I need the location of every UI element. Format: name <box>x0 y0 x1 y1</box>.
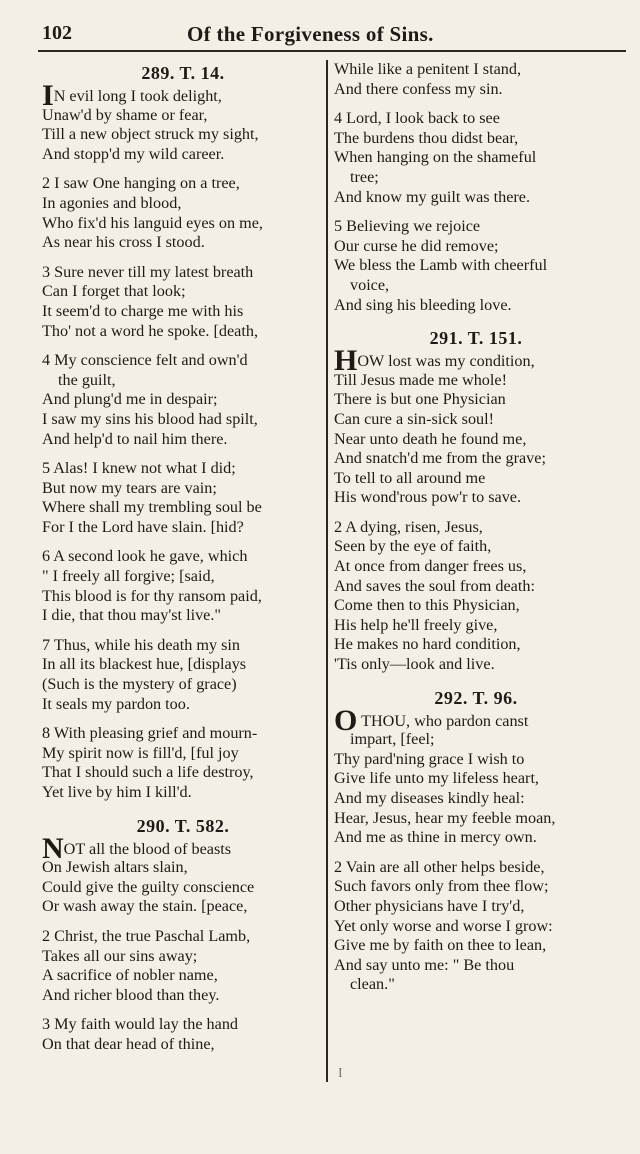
verse-line: 5 Alas! I knew not what I did; <box>42 459 236 478</box>
hymn-heading: 291. T. 151. <box>429 328 523 349</box>
hymn <box>42 813 324 1055</box>
verse-line: 8 With pleasing grief and mourn- <box>42 724 258 743</box>
verse-line: 3 My faith would lay the hand <box>42 1015 239 1034</box>
verse-line: And snatch'd me from the grave; <box>334 449 546 468</box>
stanza <box>334 518 618 675</box>
verse-line: Such favors only from thee flow; <box>334 877 549 896</box>
left-column <box>42 60 324 1065</box>
verse-line: Near unto death he found me, <box>334 429 527 448</box>
drop-initial: I <box>42 79 54 112</box>
verse-line: 2 A dying, risen, Jesus, <box>334 517 483 536</box>
verse-line: And richer blood than they. <box>42 985 220 1004</box>
verse-line: Tho' not a word he spoke. [death, <box>42 321 258 340</box>
verse-line: In all its blackest hue, [displays <box>42 655 247 674</box>
verse-line: It seals my pardon too. <box>42 694 190 713</box>
drop-initial: N <box>42 831 64 865</box>
footer-mark: I <box>338 1066 343 1081</box>
verse-line: 4 Lord, I look back to see <box>334 109 500 128</box>
hymn <box>334 325 618 675</box>
stanza <box>334 858 618 995</box>
verse-line: Could give the guilty conscience <box>42 877 255 896</box>
verse-line: Our curse he did remove; <box>334 236 499 255</box>
verse-line: And stopp'd my wild career. <box>42 144 225 163</box>
stanza <box>42 724 324 802</box>
verse-line: Other physicians have I try'd, <box>334 896 525 915</box>
verse-line: In agonies and blood, <box>42 193 182 212</box>
stanza <box>334 217 618 315</box>
stanza <box>334 109 618 207</box>
hymn-heading: 292. T. 96. <box>434 687 518 708</box>
verse-line: But now my tears are vain; <box>42 478 217 497</box>
verse-line: His wond'rous pow'r to save. <box>334 488 522 507</box>
verse-line: On Jewish altars slain, <box>42 858 188 877</box>
verse-line: The burdens thou didst bear, <box>334 128 519 147</box>
verse-line: 7 Thus, while his death my sin <box>42 635 240 654</box>
verse-line: And say unto me: " Be thou <box>334 955 515 974</box>
verse-line: 2 Vain are all other helps beside, <box>334 857 545 876</box>
verse-line: His help he'll freely give, <box>334 615 498 634</box>
verse-line: 6 A second look he gave, which <box>42 547 248 566</box>
verse-line: Hear, Jesus, hear my feeble moan, <box>334 808 556 827</box>
stanza <box>42 831 324 917</box>
verse-line: We bless the Lamb with cheerful <box>334 256 548 275</box>
verse-line: Can cure a sin-sick soul! <box>334 409 495 428</box>
verse-line: And saves the soul from death: <box>334 576 535 595</box>
verse-line: And plung'd me in despair; <box>42 390 218 409</box>
verse-line: " I freely all forgive; [said, <box>42 567 215 586</box>
page-header <box>42 20 622 50</box>
verse-line: Yet only worse and worse I grow: <box>334 916 553 935</box>
verse-line: Unaw'd by shame or fear, <box>42 105 208 124</box>
verse-line-rest: OT all the blood of beasts <box>63 839 232 858</box>
verse-line: And me as thine in mercy own. <box>334 828 537 847</box>
header-rule <box>38 50 626 52</box>
stanza <box>42 636 324 714</box>
verse-line: And there confess my sin. <box>334 79 503 98</box>
verse-line: tree; <box>350 167 379 186</box>
verse-line: (Such is the mystery of grace) <box>42 675 237 694</box>
drop-initial: O <box>334 703 358 737</box>
stanza <box>42 351 324 449</box>
verse-line <box>42 831 324 865</box>
verse-line: the guilt, <box>58 370 116 389</box>
verse-line: Who fix'd his languid eyes on me, <box>42 213 263 232</box>
verse-line: Can I forget that look; <box>42 282 186 301</box>
hymn <box>334 685 618 995</box>
verse-line: 2 Christ, the true Paschal Lamb, <box>42 926 251 945</box>
verse-line: He makes no hard condition, <box>334 635 521 654</box>
verse-line: Where shall my trembling soul be <box>42 498 262 517</box>
verse-line: 2 I saw One hanging on a tree, <box>42 174 240 193</box>
stanza <box>334 703 618 848</box>
verse-line: Till a new object struck my sight, <box>42 125 259 144</box>
stanza <box>42 459 324 537</box>
verse-line: And my diseases kindly heal: <box>334 789 525 807</box>
verse-line-rest: OW lost was my condition, <box>357 352 535 371</box>
verse-line: Takes all our sins away; <box>42 946 198 965</box>
verse-line: It seem'd to charge me with his <box>42 301 244 320</box>
verse-line: 5 Believing we rejoice <box>334 217 481 236</box>
verse-line: At once from danger frees us, <box>334 557 527 576</box>
verse-line: 3 Sure never till my latest breath <box>42 262 254 281</box>
verse-line: Thy pard'ning grace I wish to <box>334 749 525 768</box>
stanza <box>42 1015 324 1054</box>
verse-line: When hanging on the shameful <box>334 148 537 167</box>
verse-line: As near his cross I stood. <box>42 233 205 252</box>
hymn-heading: 289. T. 14. <box>141 63 225 83</box>
verse-line: I saw my sins his blood had spilt, <box>42 409 258 428</box>
column-divider <box>326 60 328 1082</box>
verse-line: 'Tis only—look and live. <box>334 655 495 674</box>
verse-line: Yet live by him I kill'd. <box>42 783 192 801</box>
verse-line <box>334 344 618 378</box>
verse-line: To tell to all around me <box>334 468 486 487</box>
right-column <box>334 60 618 1005</box>
verse-line: I die, that thou may'st live." <box>42 606 222 625</box>
verse-line: That I should such a life destroy, <box>42 763 254 782</box>
verse-line: And sing his bleeding love. <box>334 295 512 314</box>
verse-line: And know my guilt was there. <box>334 187 531 206</box>
verse-line: Or wash away the stain. [peace, <box>42 897 248 916</box>
running-title: Of the Forgiveness of Sins. <box>187 22 434 46</box>
verse-line: On that dear head of thine, <box>42 1034 215 1053</box>
page-number: 102 <box>42 22 72 44</box>
stanza <box>42 927 324 1005</box>
hymn <box>42 60 324 803</box>
verse-line-rest: THOU, who pardon canst <box>357 711 529 730</box>
verse-line <box>42 79 324 112</box>
stanza <box>42 79 324 164</box>
verse-line: This blood is for thy ransom paid, <box>42 586 262 605</box>
verse-line: 4 My conscience felt and own'd <box>42 351 248 370</box>
verse-line: My spirit now is fill'd, [ful joy <box>42 743 239 762</box>
verse-line: Seen by the eye of faith, <box>334 537 492 556</box>
hymn-heading: 290. T. 582. <box>136 815 230 836</box>
verse-line: While like a penitent I stand, <box>334 60 521 78</box>
stanza <box>42 263 324 341</box>
verse-line: And help'd to nail him there. <box>42 429 228 448</box>
stanza <box>334 344 618 508</box>
verse-line <box>334 703 618 737</box>
hymn <box>334 60 618 315</box>
drop-initial: H <box>334 344 358 378</box>
verse-line: For I the Lord have slain. [hid? <box>42 517 244 536</box>
verse-line: Till Jesus made me whole! <box>334 370 507 389</box>
stanza <box>42 547 324 625</box>
verse-line: Come then to this Physician, <box>334 596 520 615</box>
verse-line: clean." <box>350 975 395 994</box>
verse-line: voice, <box>350 275 390 294</box>
verse-line-rest: N evil long I took delight, <box>53 87 222 105</box>
verse-line: impart, [feel; <box>350 730 435 749</box>
stanza <box>334 60 618 99</box>
verse-line: There is but one Physician <box>334 390 506 409</box>
verse-line: Give me by faith on thee to lean, <box>334 936 547 955</box>
stanza <box>42 174 324 252</box>
verse-line: Give life unto my lifeless heart, <box>334 769 539 788</box>
verse-line: A sacrifice of nobler name, <box>42 966 218 985</box>
